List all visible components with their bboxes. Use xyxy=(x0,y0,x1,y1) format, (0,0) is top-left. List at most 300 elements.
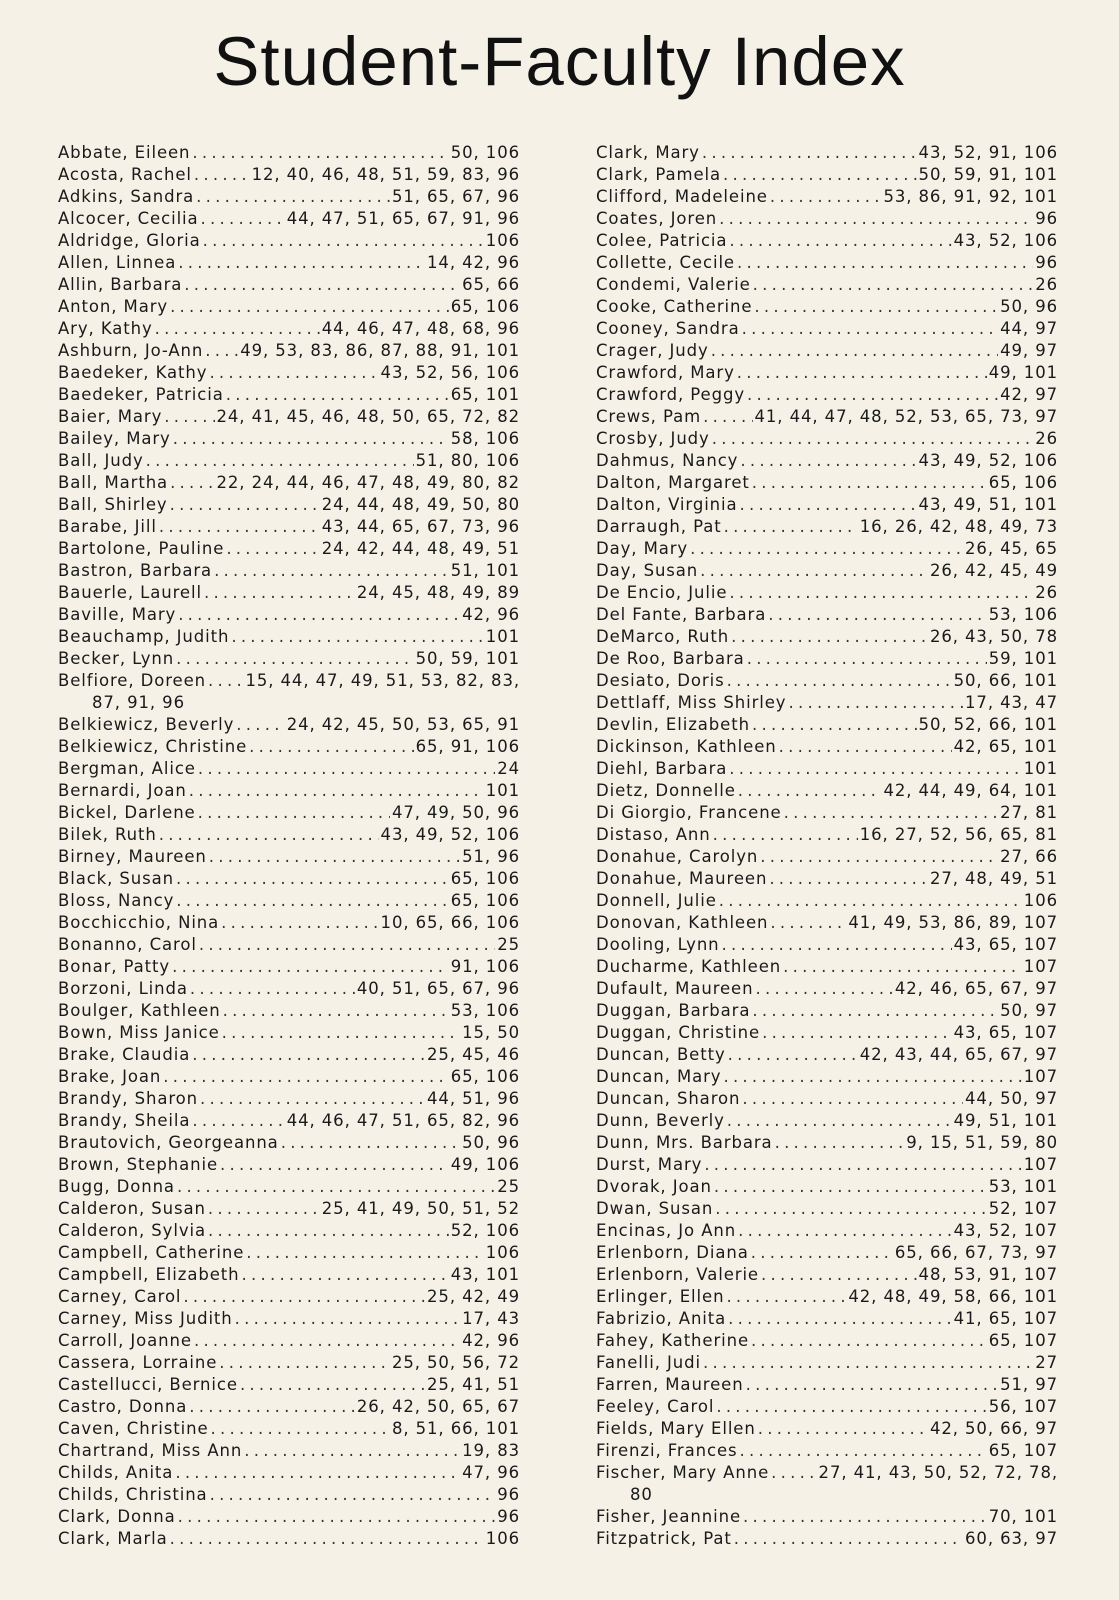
dot-leader xyxy=(713,824,858,846)
dot-leader xyxy=(742,1088,963,1110)
entry-name: Campbell, Elizabeth xyxy=(58,1265,240,1284)
entry-name: Ball, Shirley xyxy=(58,495,168,514)
dot-leader xyxy=(723,1066,1021,1088)
index-entry xyxy=(596,516,1058,538)
entry-pages: 43, 52, 91, 106 xyxy=(918,143,1058,162)
index-entry-line xyxy=(58,626,520,648)
index-entry xyxy=(596,1308,1058,1330)
entry-pages: 65, 106 xyxy=(450,1067,520,1086)
entry-name: Acosta, Rachel xyxy=(58,165,192,184)
index-entry-line xyxy=(596,296,1058,318)
index-entry-line xyxy=(596,208,1058,230)
entry-name: Barabe, Jill xyxy=(58,517,157,536)
entry-name: Dooling, Lynn xyxy=(596,935,720,954)
entry-pages: 27, 66 xyxy=(1000,847,1058,866)
index-entry xyxy=(58,1132,520,1154)
entry-pages: 59, 101 xyxy=(988,649,1058,668)
entry-name: Ary, Kathy xyxy=(58,319,153,338)
index-entry xyxy=(596,340,1058,362)
index-entry-line xyxy=(596,1132,1058,1154)
index-entry xyxy=(596,252,1058,274)
dot-leader xyxy=(752,714,917,736)
index-entry-line xyxy=(596,1110,1058,1132)
entry-pages: 53, 86, 91, 92, 101 xyxy=(883,187,1058,206)
dot-leader xyxy=(183,1286,425,1308)
index-entry xyxy=(596,296,1058,318)
dot-leader xyxy=(752,1000,998,1022)
entry-pages: 9, 15, 51, 59, 80 xyxy=(906,1133,1058,1152)
index-entry xyxy=(58,318,520,340)
index-entry xyxy=(596,1286,1058,1308)
dot-leader xyxy=(178,1506,496,1528)
entry-name: Ashburn, Jo-Ann xyxy=(58,341,204,360)
dot-leader xyxy=(700,560,928,582)
entry-name: Bailey, Mary xyxy=(58,429,171,448)
entry-name: Duncan, Sharon xyxy=(596,1089,741,1108)
entry-pages: 25, 50, 56, 72 xyxy=(391,1353,520,1372)
index-column-right xyxy=(596,142,1058,1550)
index-entry xyxy=(58,1330,520,1352)
index-entry-line xyxy=(596,186,1058,208)
index-entry xyxy=(58,648,520,670)
index-entry xyxy=(58,516,520,538)
index-entry-line xyxy=(596,1176,1058,1198)
index-entry xyxy=(58,1418,520,1440)
index-entry-line xyxy=(596,1088,1058,1110)
entry-name: Dickinson, Kathleen xyxy=(596,737,777,756)
entry-name: Crews, Pam xyxy=(596,407,702,426)
entry-pages: 24, 42, 44, 48, 49, 51 xyxy=(321,539,520,558)
entry-pages: 58, 106 xyxy=(450,429,520,448)
dot-leader xyxy=(164,406,214,428)
dot-leader xyxy=(170,1528,484,1550)
entry-name: Castellucci, Bernice xyxy=(58,1375,238,1394)
index-entry xyxy=(58,428,520,450)
index-entry xyxy=(596,472,1058,494)
dot-leader xyxy=(737,362,987,384)
index-entry xyxy=(58,274,520,296)
index-entry-line xyxy=(58,978,520,1000)
entry-name: Brown, Stephanie xyxy=(58,1155,219,1174)
entry-pages: 65, 106 xyxy=(450,891,520,910)
entry-name: Birney, Maureen xyxy=(58,847,207,866)
entry-name: DeMarco, Ruth xyxy=(596,627,730,646)
index-entry xyxy=(596,692,1058,714)
entry-pages: 17, 43, 47 xyxy=(965,693,1058,712)
index-entry-line xyxy=(58,472,520,494)
entry-name: Brandy, Sheila xyxy=(58,1111,191,1130)
entry-name: Farren, Maureen xyxy=(596,1375,744,1394)
dot-leader xyxy=(201,208,285,230)
index-entry xyxy=(58,1528,520,1550)
index-entry xyxy=(58,362,520,384)
dot-leader xyxy=(199,934,495,956)
index-entry-line xyxy=(58,1506,520,1528)
entry-pages: 26 xyxy=(1035,275,1058,294)
index-entry xyxy=(596,1506,1058,1528)
index-entry-line xyxy=(58,912,520,934)
index-entry xyxy=(596,1374,1058,1396)
index-entry xyxy=(596,1330,1058,1352)
entry-name: Ball, Martha xyxy=(58,473,169,492)
entry-pages: 26, 42, 45, 49 xyxy=(929,561,1058,580)
index-entry xyxy=(58,1308,520,1330)
index-entry xyxy=(596,1176,1058,1198)
entry-pages: 26, 43, 50, 78 xyxy=(929,627,1058,646)
index-entry-line xyxy=(596,384,1058,406)
entry-name: Alcocer, Cecilia xyxy=(58,209,199,228)
index-entry xyxy=(596,780,1058,802)
index-entry-line xyxy=(58,296,520,318)
dot-leader xyxy=(754,296,998,318)
index-entry-line xyxy=(58,340,520,362)
entry-name: Erlinger, Ellen xyxy=(596,1287,725,1306)
index-entry-line xyxy=(58,1264,520,1286)
index-entry xyxy=(596,978,1058,1000)
entry-name: Distaso, Ann xyxy=(596,825,711,844)
index-entry xyxy=(596,384,1058,406)
entry-name: Abbate, Eileen xyxy=(58,143,191,162)
index-entry xyxy=(596,406,1058,428)
entry-pages: 43, 52, 56, 106 xyxy=(380,363,520,382)
dot-leader xyxy=(236,714,284,736)
entry-pages: 106 xyxy=(485,231,520,250)
index-entry-line xyxy=(58,1154,520,1176)
index-entry xyxy=(596,934,1058,956)
entry-pages: 16, 27, 52, 56, 65, 81 xyxy=(859,825,1058,844)
index-entry-line xyxy=(58,186,520,208)
dot-leader xyxy=(231,626,483,648)
entry-name: Adkins, Sandra xyxy=(58,187,195,206)
index-entry xyxy=(58,670,520,714)
entry-name: Fitzpatrick, Pat xyxy=(596,1529,732,1548)
dot-leader xyxy=(241,1264,448,1286)
dot-leader xyxy=(784,802,998,824)
index-entry-line xyxy=(596,758,1058,780)
dot-leader xyxy=(203,230,484,252)
entry-name: Cooney, Sandra xyxy=(596,319,740,338)
index-entry-line xyxy=(596,1506,1058,1528)
entry-pages: 10, 65, 66, 106 xyxy=(380,913,520,932)
entry-pages: 22, 24, 44, 46, 47, 48, 49, 80, 82 xyxy=(216,473,520,492)
dot-leader xyxy=(734,1528,963,1550)
entry-pages: 17, 43 xyxy=(462,1309,520,1328)
entry-pages: 50, 52, 66, 101 xyxy=(918,715,1058,734)
dot-leader xyxy=(155,318,320,340)
entry-name: Clifford, Madeleine xyxy=(596,187,768,206)
entry-name: Borzoni, Linda xyxy=(58,979,188,998)
dot-leader xyxy=(751,1242,893,1264)
dot-leader xyxy=(715,1198,986,1220)
entry-name: Feeley, Carol xyxy=(596,1397,715,1416)
dot-leader xyxy=(746,1374,999,1396)
index-entry xyxy=(58,824,520,846)
index-entry-line xyxy=(58,1374,520,1396)
index-entry-line xyxy=(58,1110,520,1132)
dot-leader xyxy=(758,1418,928,1440)
index-entry-line xyxy=(58,1396,520,1418)
index-entry xyxy=(58,252,520,274)
index-entry-line xyxy=(58,1418,520,1440)
index-entry-line xyxy=(58,384,520,406)
index-entry xyxy=(596,912,1058,934)
entry-pages: 101 xyxy=(1023,759,1058,778)
index-entry-line xyxy=(58,560,520,582)
index-entry-line xyxy=(58,142,520,164)
entry-pages: 16, 26, 42, 48, 49, 73 xyxy=(859,517,1058,536)
entry-pages: 53, 106 xyxy=(450,1001,520,1020)
entry-pages: 24, 41, 45, 46, 48, 50, 65, 72, 82 xyxy=(216,407,520,426)
dot-leader xyxy=(208,670,243,692)
entry-pages: 26 xyxy=(1035,429,1058,448)
entry-pages: 65, 106 xyxy=(450,869,520,888)
entry-pages: 42, 96 xyxy=(462,1331,520,1350)
index-entry xyxy=(58,978,520,1000)
dot-leader xyxy=(719,890,1022,912)
entry-name: Duncan, Mary xyxy=(596,1067,722,1086)
entry-name: Black, Susan xyxy=(58,869,175,888)
index-entry-line xyxy=(58,890,520,912)
index-entry-line xyxy=(596,868,1058,890)
entry-name: Crosby, Judy xyxy=(596,429,710,448)
entry-pages: 43, 101 xyxy=(450,1265,520,1284)
index-entry-line xyxy=(58,230,520,252)
entry-name: Dalton, Virginia xyxy=(596,495,738,514)
index-entry-line xyxy=(596,1220,1058,1242)
entry-pages: 50, 97 xyxy=(1000,1001,1058,1020)
entry-pages: 14, 42, 96 xyxy=(427,253,520,272)
index-entry xyxy=(58,1462,520,1484)
entry-pages: 50, 66, 101 xyxy=(953,671,1058,690)
dot-leader xyxy=(196,186,390,208)
entry-name: Allin, Barbara xyxy=(58,275,183,294)
index-entry xyxy=(58,1000,520,1022)
index-entry xyxy=(596,1066,1058,1088)
index-entry xyxy=(596,1352,1058,1374)
entry-pages: 42, 44, 49, 64, 101 xyxy=(883,781,1058,800)
entry-name: Fahey, Katherine xyxy=(596,1331,750,1350)
entry-name: Duggan, Barbara xyxy=(596,1001,751,1020)
entry-name: Dvorak, Joan xyxy=(596,1177,712,1196)
index-entry xyxy=(596,890,1058,912)
entry-name: Darraugh, Pat xyxy=(596,517,722,536)
index-entry xyxy=(596,582,1058,604)
dot-leader xyxy=(747,384,998,406)
entry-name: Duggan, Christine xyxy=(596,1023,761,1042)
entry-pages: 42, 65, 101 xyxy=(953,737,1058,756)
index-entry xyxy=(58,1440,520,1462)
entry-pages: 52, 106 xyxy=(450,1221,520,1240)
dot-leader xyxy=(209,362,378,384)
entry-name: Donnell, Julie xyxy=(596,891,717,910)
dot-leader xyxy=(194,1330,460,1352)
dot-leader xyxy=(204,582,355,604)
index-entry xyxy=(58,450,520,472)
entry-name: Bartolone, Pauline xyxy=(58,539,225,558)
entry-pages: 51, 101 xyxy=(450,561,520,580)
index-entry xyxy=(58,758,520,780)
dot-leader xyxy=(702,142,917,164)
index-entry-line xyxy=(596,142,1058,164)
entry-pages: 26, 45, 65 xyxy=(965,539,1058,558)
index-entry-line xyxy=(58,1022,520,1044)
index-entry-line xyxy=(58,758,520,780)
dot-leader xyxy=(712,428,1033,450)
entry-pages: 51, 96 xyxy=(462,847,520,866)
dot-leader xyxy=(219,1352,390,1374)
index-entry xyxy=(596,736,1058,758)
index-entry-line xyxy=(596,648,1058,670)
index-entry xyxy=(596,1462,1058,1506)
index-entry-line xyxy=(58,1352,520,1374)
index-entry xyxy=(596,1198,1058,1220)
index-entry-line xyxy=(596,1308,1058,1330)
entry-pages: 42, 43, 44, 65, 67, 97 xyxy=(859,1045,1058,1064)
dot-leader xyxy=(714,1176,987,1198)
dot-leader xyxy=(769,868,928,890)
entry-pages: 53, 106 xyxy=(988,605,1058,624)
entry-name: Devlin, Elizabeth xyxy=(596,715,750,734)
entry-pages: 49, 51, 101 xyxy=(953,1111,1058,1130)
entry-pages: 106 xyxy=(485,1529,520,1548)
index-entry xyxy=(58,1352,520,1374)
index-entry-line xyxy=(596,1352,1058,1374)
entry-name: Bickel, Darlene xyxy=(58,803,196,822)
entry-pages: 60, 63, 97 xyxy=(965,1529,1058,1548)
index-entry xyxy=(58,1374,520,1396)
index-entry-line xyxy=(58,670,520,692)
dot-leader xyxy=(205,340,238,362)
index-entry xyxy=(58,1484,520,1506)
entry-pages: 65, 91, 106 xyxy=(415,737,520,756)
dot-leader xyxy=(226,538,319,560)
index-entry xyxy=(58,208,520,230)
dot-leader xyxy=(703,1352,1033,1374)
entry-pages: 107 xyxy=(1023,957,1058,976)
index-entry-line xyxy=(58,956,520,978)
entry-name: Fischer, Mary Anne xyxy=(596,1463,770,1482)
entry-name: Diehl, Barbara xyxy=(596,759,728,778)
index-entry-line xyxy=(596,494,1058,516)
entry-pages: 44, 51, 96 xyxy=(427,1089,520,1108)
entry-pages: 19, 83 xyxy=(462,1441,520,1460)
index-entry-line xyxy=(58,802,520,824)
index-entry xyxy=(58,1088,520,1110)
dot-leader xyxy=(704,1154,1021,1176)
dot-leader xyxy=(208,1220,449,1242)
dot-leader xyxy=(178,252,425,274)
entry-pages: 44, 50, 97 xyxy=(965,1089,1058,1108)
dot-leader xyxy=(788,692,963,714)
entry-pages: 15, 50 xyxy=(462,1023,520,1042)
index-entry xyxy=(596,1242,1058,1264)
index-entry xyxy=(596,824,1058,846)
index-entry xyxy=(58,296,520,318)
entry-name: Del Fante, Barbara xyxy=(596,605,767,624)
index-entry xyxy=(596,560,1058,582)
index-entry xyxy=(58,868,520,890)
index-entry xyxy=(58,494,520,516)
dot-leader xyxy=(192,1110,284,1132)
index-entry xyxy=(596,670,1058,692)
dot-leader xyxy=(751,1330,987,1352)
entry-name: Donahue, Maureen xyxy=(596,869,768,888)
entry-pages: 65, 107 xyxy=(988,1441,1058,1460)
entry-name: Crawford, Peggy xyxy=(596,385,745,404)
entry-pages: 47, 49, 50, 96 xyxy=(391,803,520,822)
index-entry xyxy=(596,362,1058,384)
dot-leader xyxy=(208,1198,320,1220)
index-entry-line xyxy=(596,978,1058,1000)
entry-pages: 50, 59, 101 xyxy=(415,649,520,668)
entry-name: Boulger, Kathleen xyxy=(58,1001,221,1020)
entry-pages: 50, 59, 91, 101 xyxy=(918,165,1058,184)
entry-pages: 25, 41, 49, 50, 51, 52 xyxy=(321,1199,520,1218)
entry-pages: 49, 101 xyxy=(988,363,1058,382)
entry-pages: 27 xyxy=(1035,1353,1058,1372)
dot-leader xyxy=(711,340,998,362)
dot-leader xyxy=(752,472,987,494)
entry-name: Belfiore, Doreen xyxy=(58,671,206,690)
entry-pages: 101 xyxy=(485,781,520,800)
index-entry-line xyxy=(596,1396,1058,1418)
entry-pages: 42, 48, 49, 58, 66, 101 xyxy=(848,1287,1058,1306)
index-entry-line xyxy=(596,714,1058,736)
dot-leader xyxy=(176,890,448,912)
dot-leader xyxy=(770,186,882,208)
entry-name: Coates, Joren xyxy=(596,209,718,228)
dot-leader xyxy=(738,780,882,802)
index-entry-line xyxy=(58,1462,520,1484)
dot-leader xyxy=(211,1418,390,1440)
index-entry-line xyxy=(596,582,1058,604)
entry-name: Bown, Miss Janice xyxy=(58,1023,220,1042)
index-entry-line xyxy=(58,318,520,340)
index-entry xyxy=(596,1132,1058,1154)
index-entry-line xyxy=(58,406,520,428)
index-entry-line xyxy=(596,1000,1058,1022)
index-entry-line xyxy=(58,1000,520,1022)
entry-pages: 44, 46, 47, 48, 68, 96 xyxy=(321,319,520,338)
entry-name: Fisher, Jeannine xyxy=(596,1507,741,1526)
index-entry-line xyxy=(58,1330,520,1352)
index-entry xyxy=(58,890,520,912)
index-entry-line xyxy=(58,934,520,956)
index-entry-line xyxy=(596,604,1058,626)
index-entry xyxy=(58,1264,520,1286)
index-entry-line xyxy=(596,1022,1058,1044)
entry-pages: 43, 52, 107 xyxy=(953,1221,1058,1240)
index-entry-line xyxy=(596,340,1058,362)
entry-name: De Roo, Barbara xyxy=(596,649,745,668)
dot-leader xyxy=(170,296,449,318)
entry-name: Cassera, Lorraine xyxy=(58,1353,218,1372)
entry-pages: 41, 49, 53, 86, 89, 107 xyxy=(848,913,1058,932)
dot-leader xyxy=(703,406,752,428)
index-entry xyxy=(596,1264,1058,1286)
index-entry-line xyxy=(58,208,520,230)
index-entry-line xyxy=(596,890,1058,912)
index-entry xyxy=(596,868,1058,890)
dot-leader xyxy=(170,494,320,516)
dot-leader xyxy=(189,780,484,802)
entry-pages: 26 xyxy=(1035,583,1058,602)
index-entry-line xyxy=(596,736,1058,758)
entry-pages: 49, 53, 83, 86, 87, 88, 91, 101 xyxy=(240,341,520,360)
entry-pages: 15, 44, 47, 49, 51, 53, 82, 83, xyxy=(245,671,520,690)
index-entry-line xyxy=(596,824,1058,846)
entry-name: Day, Susan xyxy=(596,561,699,580)
